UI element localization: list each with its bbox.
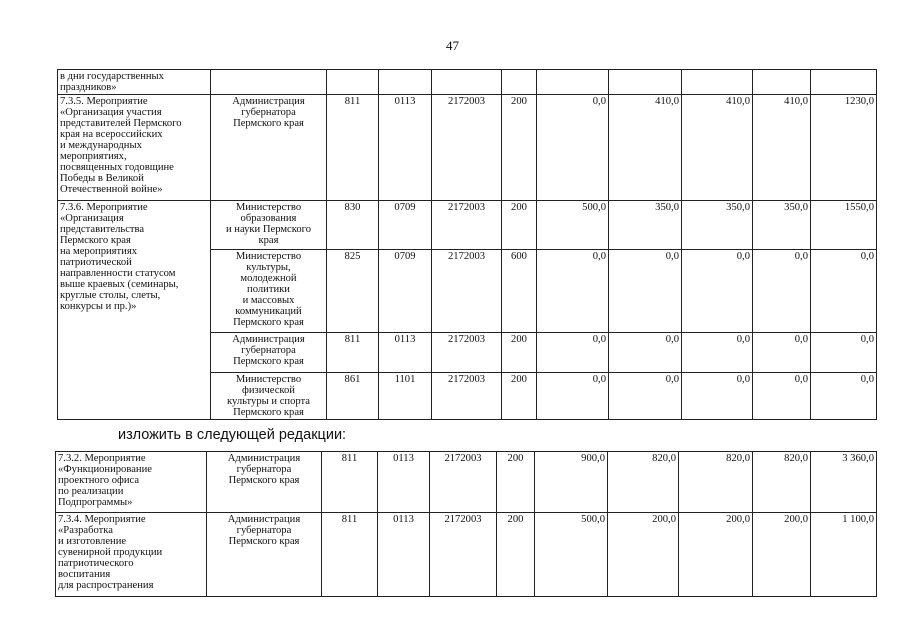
value-cell: 820,0 [679, 452, 753, 513]
value-cell: 200,0 [608, 513, 679, 597]
code-cell: 200 [502, 373, 537, 420]
code-cell: 0709 [379, 250, 432, 333]
value-cell: 200,0 [753, 513, 811, 597]
code-cell: 2172003 [432, 333, 502, 373]
code-cell: 200 [502, 95, 537, 201]
table-row [58, 70, 877, 95]
value-cell: 0,0 [811, 373, 877, 420]
value-cell: 200,0 [679, 513, 753, 597]
value-cell: 0,0 [811, 333, 877, 373]
code-cell: 811 [327, 95, 379, 201]
code-cell: 811 [322, 452, 378, 513]
code-cell: 830 [327, 201, 379, 250]
value-cell: 350,0 [753, 201, 811, 250]
value-cell: 0,0 [753, 333, 811, 373]
organization: Администрация губернатора Пермского края [207, 513, 322, 597]
instruction-text: изложить в следующей редакции: [118, 427, 347, 443]
value-cell: 0,0 [609, 250, 682, 333]
value-cell: 410,0 [609, 95, 682, 201]
code-cell: 2172003 [432, 95, 502, 201]
table-row [58, 201, 877, 250]
code-cell: 811 [327, 333, 379, 373]
code-cell: 0113 [378, 513, 430, 597]
value-cell: 0,0 [609, 373, 682, 420]
code-cell: 2172003 [432, 373, 502, 420]
code-cell: 2172003 [432, 250, 502, 333]
value-cell: 820,0 [753, 452, 811, 513]
value-cell: 410,0 [682, 95, 753, 201]
code-cell: 0709 [379, 201, 432, 250]
organization: Администрация губернатора Пермского края [207, 452, 322, 513]
table-row [56, 513, 877, 597]
value-cell: 500,0 [537, 201, 609, 250]
value-cell: 1550,0 [811, 201, 877, 250]
intro-cell: в дни государственных праздников» [58, 70, 211, 95]
code-cell: 1101 [379, 373, 432, 420]
table-row [58, 95, 877, 201]
code-cell: 0113 [379, 333, 432, 373]
code-cell: 200 [502, 333, 537, 373]
organization: Администрация губернатора Пермского края [211, 95, 327, 201]
value-cell: 0,0 [682, 250, 753, 333]
value-cell: 0,0 [753, 250, 811, 333]
code-cell: 2172003 [430, 513, 497, 597]
code-cell: 0113 [379, 95, 432, 201]
value-cell: 500,0 [535, 513, 608, 597]
code-cell: 2172003 [430, 452, 497, 513]
organization: Министерство физической культуры и спорта Пермского края [211, 373, 327, 420]
code-cell: 200 [497, 513, 535, 597]
organization: Администрация губернатора Пермского края [211, 333, 327, 373]
value-cell: 820,0 [608, 452, 679, 513]
value-cell: 0,0 [682, 373, 753, 420]
code-cell: 600 [502, 250, 537, 333]
page-number: 47 [446, 38, 459, 53]
table-row [56, 452, 877, 513]
code-cell: 825 [327, 250, 379, 333]
budget-table-old [57, 69, 877, 420]
value-cell: 350,0 [609, 201, 682, 250]
code-cell: 861 [327, 373, 379, 420]
value-cell: 0,0 [537, 95, 609, 201]
budget-table-new [55, 451, 877, 597]
value-cell: 1 100,0 [811, 513, 877, 597]
event-name: 7.3.5. Мероприятие «Организация участия представителей Пермского края на всероссийских и международных мероприятиях, посвященных годовщине Победы в Великой Отечественной войне» [58, 95, 211, 201]
value-cell: 410,0 [753, 95, 811, 201]
value-cell: 350,0 [682, 201, 753, 250]
event-name: 7.3.6. Мероприятие «Организация представительства Пермского края на мероприятиях патриотической направленности статусом выше краевых (семинары, круглые столы, слеты, конкурсы и пр.)» [58, 201, 211, 420]
value-cell: 0,0 [682, 333, 753, 373]
organization: Министерство образования и науки Пермского края [211, 201, 327, 250]
event-name: 7.3.4. Мероприятие «Разработка и изготовление сувенирной продукции патриотического воспитания для распространения [56, 513, 207, 597]
code-cell: 811 [322, 513, 378, 597]
code-cell: 200 [497, 452, 535, 513]
value-cell: 0,0 [811, 250, 877, 333]
code-cell: 0113 [378, 452, 430, 513]
value-cell: 900,0 [535, 452, 608, 513]
event-name: 7.3.2. Мероприятие «Функционирование проектного офиса по реализации Подпрограммы» [56, 452, 207, 513]
code-cell: 200 [502, 201, 537, 250]
code-cell: 2172003 [432, 201, 502, 250]
organization: Министерство культуры, молодежной политики и массовых коммуникаций Пермского края [211, 250, 327, 333]
value-cell: 0,0 [753, 373, 811, 420]
value-cell: 0,0 [609, 333, 682, 373]
value-cell: 0,0 [537, 333, 609, 373]
value-cell: 3 360,0 [811, 452, 877, 513]
value-cell: 1230,0 [811, 95, 877, 201]
value-cell: 0,0 [537, 373, 609, 420]
value-cell: 0,0 [537, 250, 609, 333]
